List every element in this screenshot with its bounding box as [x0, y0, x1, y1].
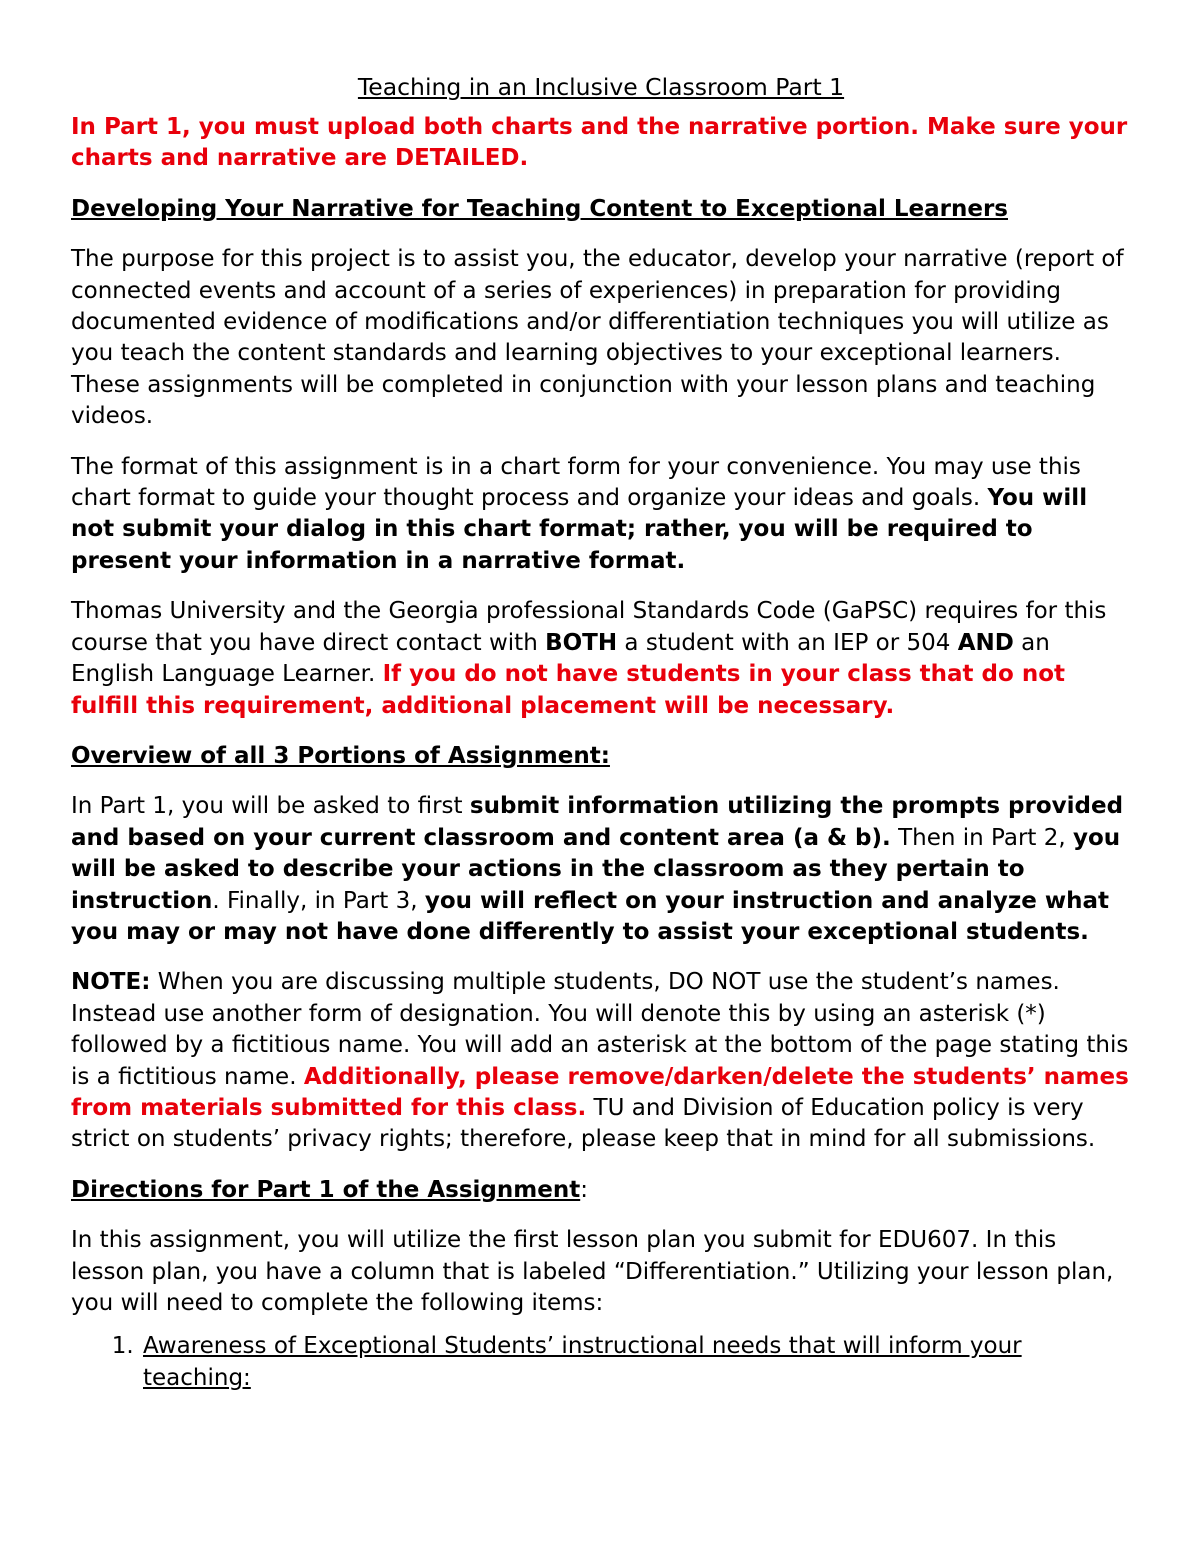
overview-paragraph — [71, 791, 1131, 948]
overview-bold-part1: submit information utilizing the prompts provided and based on your current classroom and content area (a & b). — [71, 793, 1124, 851]
intro-warning: In Part 1, you must upload both charts and the narrative portion. Make sure your charts and narrative are DETAILED. — [71, 114, 1128, 172]
requirement-paragraph — [71, 596, 1131, 722]
requirement-text-b: a student with an IEP or 504 — [617, 629, 958, 656]
section-heading-directions-suffix: : — [580, 1176, 588, 1203]
overview-text-a: In Part 1, you will be asked to first — [71, 793, 470, 820]
overview-bold-part2: you will be asked to describe your actions in the classroom as they pertain to instruction — [71, 824, 1121, 914]
purpose-paragraph: The purpose for this project is to assist you, the educator, develop your narrative (report of connected events and account of a series of experiences) in preparation for providing documented evidence of modifications and/or differentiation techniques you will utilize as you teach the content standards and learning objectives to your exceptional learners. These assignments will be completed in conjunction with your lesson plans and teaching videos. — [71, 246, 1124, 430]
overview-text-e: . Finally, in Part 3, — [212, 887, 425, 914]
requirement-text-c: an English Language Learner. — [71, 629, 1050, 688]
note-text-a: When you are discussing multiple students, DO NOT use the student’s names. Instead use another form of designation. You will denote this by using an asterisk (*) followed by a fictitious name. You will add an asterisk at the bottom of the page stating this is a fictitious name. — [71, 969, 1129, 1090]
section-heading-narrative — [71, 194, 1131, 225]
list-item — [141, 1331, 1131, 1394]
format-paragraph-bold: You will not submit your dialog in this chart format; rather, you will be required to present your information in a narrative format. — [71, 485, 1088, 574]
note-warning: Additionally, please remove/darken/delete the students’ names from materials submitted for this class. — [71, 1063, 1129, 1121]
directions-paragraph: In this assignment, you will utilize the first lesson plan you submit for EDU607. In this lesson plan, you have a column that is labeled “Differentiation.” Utilizing your lesson plan, you will need to complete the following items: — [71, 1227, 1114, 1316]
list-item-text: Awareness of Exceptional Students’ instructional needs that will inform your teaching: — [143, 1333, 1022, 1391]
document-page — [71, 70, 1131, 1394]
document-title: Teaching in an Inclusive Classroom Part 1 — [357, 73, 845, 101]
note-label: NOTE: — [71, 969, 151, 996]
requirement-text-a: Thomas University and the Georgia professional Standards Code (GaPSC) requires for this course that you have direct contact with — [71, 598, 1107, 656]
section-heading-overview-text: Overview of all 3 Portions of Assignment: — [71, 742, 610, 769]
section-heading-narrative-text: Developing Your Narrative for Teaching Content to Exceptional Learners — [71, 195, 1008, 222]
note-text-b: TU and Division of Education policy is very strict on students’ privacy rights; therefore, please keep that in mind for all submissions. — [71, 1094, 1096, 1153]
section-heading-directions-text: Directions for Part 1 of the Assignment — [71, 1176, 581, 1203]
overview-text-c: Then in Part 2, — [890, 824, 1074, 851]
section-heading-directions — [71, 1175, 1131, 1206]
note-paragraph — [71, 967, 1131, 1155]
requirement-and: AND — [957, 629, 1014, 656]
overview-bold-part3: you will reflect on your instruction and analyze what you may or may not have done differently to assist your exceptional students. — [71, 887, 1110, 945]
requirement-both: BOTH — [545, 629, 618, 656]
format-paragraph-text: The format of this assignment is in a chart form for your convenience. You may use this chart format to guide your thought process and organize your ideas and goals. — [71, 453, 1081, 512]
section-heading-overview — [71, 741, 1131, 772]
directions-list — [71, 1331, 1131, 1394]
requirement-warning: If you do not have students in your class that do not fulfill this requirement, additional placement will be necessary. — [71, 661, 1065, 719]
format-paragraph — [71, 452, 1131, 578]
